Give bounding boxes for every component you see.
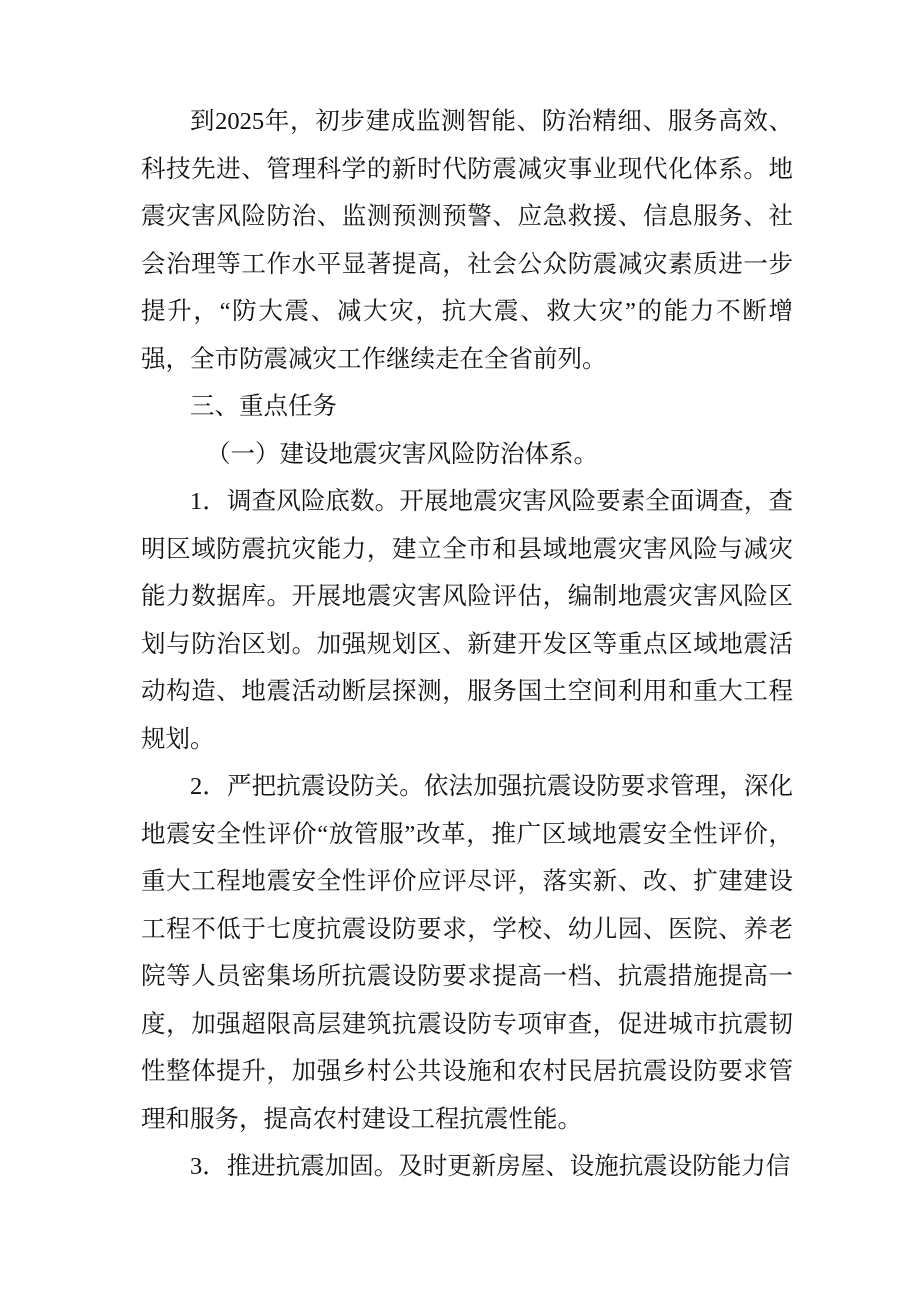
paragraph-2025-goal: 到2025年，初步建成监测智能、防治精细、服务高效、科技先进、管理科学的新时代防震减灾事业现代化体系。地震灾害风险防治、监测预测预警、应急救援、信息服务、社会治理等工作水平显著提高，社会公众防震减灾素质进一步提升，“防大震、减大灾，抗大震、救大灾”的能力不断增强，全市防震减灾工作继续走在全省前列。: [141, 108, 793, 373]
paragraph-item-2: 2．严把抗震设防关。依法加强抗震设防要求管理，深化地震安全性评价“放管服”改革，推广区域地震安全性评价，重大工程地震安全性评价应评尽评，落实新、改、扩建建设工程不低于七度抗震设防要求，学校、幼儿园、医院、养老院等人员密集场所抗震设防要求提高一档、抗震措施提高一度，加强超限高层建筑抗震设防专项审查，促进城市抗震韧性整体提升，加强乡村公共设施和农村民居抗震设防要求管理和服务，提高农村建设工程抗震性能。: [141, 773, 793, 1133]
subsection-heading-risk-prevention: （一）建设地震灾害风险防治体系。: [206, 440, 598, 468]
paragraph-item-3: 3．推进抗震加固。及时更新房屋、设施抗震设防能力信: [190, 1153, 791, 1180]
document-body: [141, 98, 793, 1191]
section-heading-key-tasks: 三、重点任务: [190, 393, 337, 420]
paragraph-item-1: 1．调查风险底数。开展地震灾害风险要素全面调查，查明区域防震抗灾能力，建立全市和县域地震灾害风险与减灾能力数据库。开展地震灾害风险评估，编制地震灾害风险区划与防治区划。加强规划区、新建开发区等重点区域地震活动构造、地震活动断层探测，服务国土空间利用和重大工程规划。: [141, 488, 793, 753]
